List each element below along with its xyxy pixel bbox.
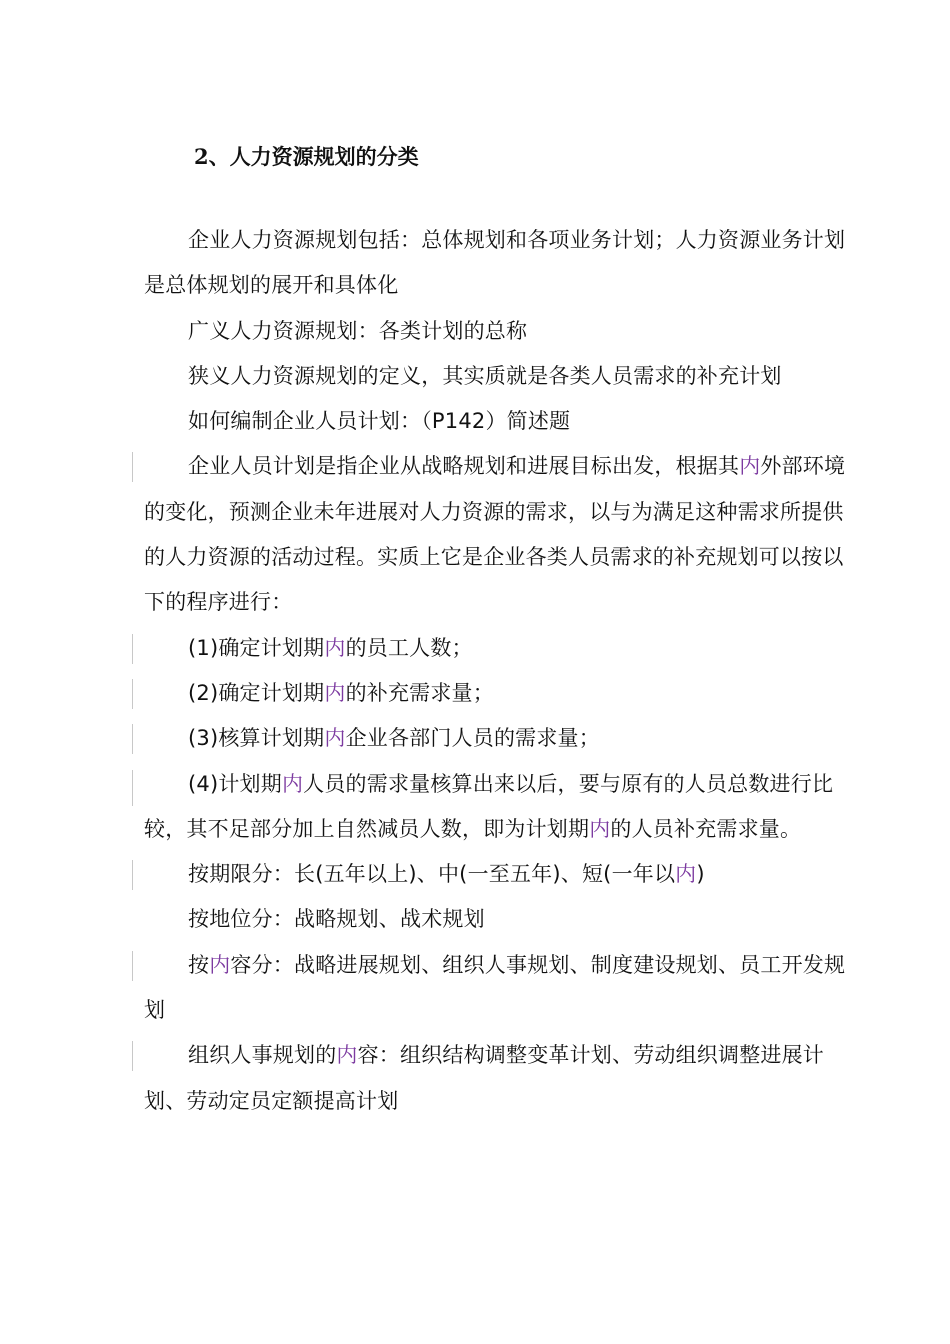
paragraph-text: 外部环境的变化，预测企业未年进展对人力资源的需求，以与为满足这种需求所提供的人力资源的活动过程。实质上它是企业各类人员需求的补充规划可以按以下的程序进行： <box>144 454 846 615</box>
paragraph-text: 狭义人力资源规划的定义，其实质就是各类人员需求的补充计划 <box>188 363 782 388</box>
revision-bar <box>132 951 133 981</box>
highlighted-char: 内 <box>739 454 761 479</box>
section-title: 人力资源规划的分类 <box>229 145 419 169</box>
highlighted-char: 内 <box>324 635 346 660</box>
paragraph-text: 如何编制企业人员计划：（P142）简述题 <box>188 409 571 434</box>
paragraph-text: 的员工人数； <box>345 635 473 660</box>
revision-bar <box>132 860 133 890</box>
revision-bar <box>132 679 133 709</box>
paragraph-9 <box>144 762 850 853</box>
paragraph-text: 人员的需求量核算出来以后，要与原有的人员总数进行比较，其不足部分加上自然减员人数，即为计划期 <box>144 771 834 841</box>
section-number: 2、 <box>194 144 230 169</box>
revision-bar <box>132 452 133 482</box>
paragraph-text: 按 <box>188 952 210 977</box>
highlighted-char: 内 <box>336 1043 358 1068</box>
highlighted-char: 内 <box>324 680 346 705</box>
paragraph-2 <box>144 309 850 354</box>
paragraph-text: 广义人力资源规划：各类计划的总称 <box>188 318 528 343</box>
paragraph-text: 按期限分：长(五年以上)、中(一至五年)、短(一年以 <box>188 862 676 887</box>
paragraph-text: 的补充需求量； <box>345 680 494 705</box>
paragraph-text: 的人员补充需求量。 <box>610 816 802 841</box>
paragraph-text: 按地位分：战略规划、战术规划 <box>188 907 485 932</box>
revision-bar <box>132 634 133 664</box>
highlighted-char: 内 <box>589 816 611 841</box>
highlighted-char: 内 <box>281 771 304 796</box>
paragraph-3 <box>144 354 850 399</box>
paragraph-6 <box>144 626 850 671</box>
section-heading <box>194 140 419 174</box>
paragraph-10 <box>144 852 850 897</box>
document-body <box>144 218 850 1124</box>
revision-bar <box>132 724 133 754</box>
paragraph-text: 容分：战略进展规划、组织人事规划、制度建设规划、员工开发规划 <box>144 952 846 1023</box>
paragraph-13 <box>144 1033 850 1124</box>
paragraph-text: 容：组织结构调整变革计划、劳动组织调整进展计划、劳动定员定额提高计划 <box>144 1043 825 1113</box>
paragraph-1 <box>144 218 850 309</box>
paragraph-text: 企业人员计划是指企业从战略规划和进展目标出发，根据其 <box>188 454 740 479</box>
paragraph-text: (4)计划期 <box>188 771 282 796</box>
highlighted-char: 内 <box>209 952 231 977</box>
paragraph-12 <box>144 943 850 1034</box>
highlighted-char: 内 <box>675 862 697 887</box>
paragraph-7 <box>144 671 850 716</box>
paragraph-text: (2)确定计划期 <box>188 680 325 705</box>
paragraph-text: 企业人力资源规划包括：总体规划和各项业务计划；人力资源业务计划是总体规划的展开和具体化 <box>144 228 846 298</box>
paragraph-8 <box>144 716 850 761</box>
paragraph-text: (1)确定计划期 <box>188 635 325 660</box>
highlighted-char: 内 <box>324 726 346 751</box>
revision-bar <box>132 770 133 806</box>
paragraph-11 <box>144 897 850 942</box>
paragraph-5 <box>144 444 850 625</box>
paragraph-4 <box>144 399 850 444</box>
revision-bar <box>132 1041 133 1071</box>
paragraph-text: 企业各部门人员的需求量； <box>345 726 600 751</box>
paragraph-text: ) <box>696 862 705 887</box>
paragraph-text: 组织人事规划的 <box>188 1043 337 1068</box>
paragraph-text: (3)核算计划期 <box>188 726 325 751</box>
